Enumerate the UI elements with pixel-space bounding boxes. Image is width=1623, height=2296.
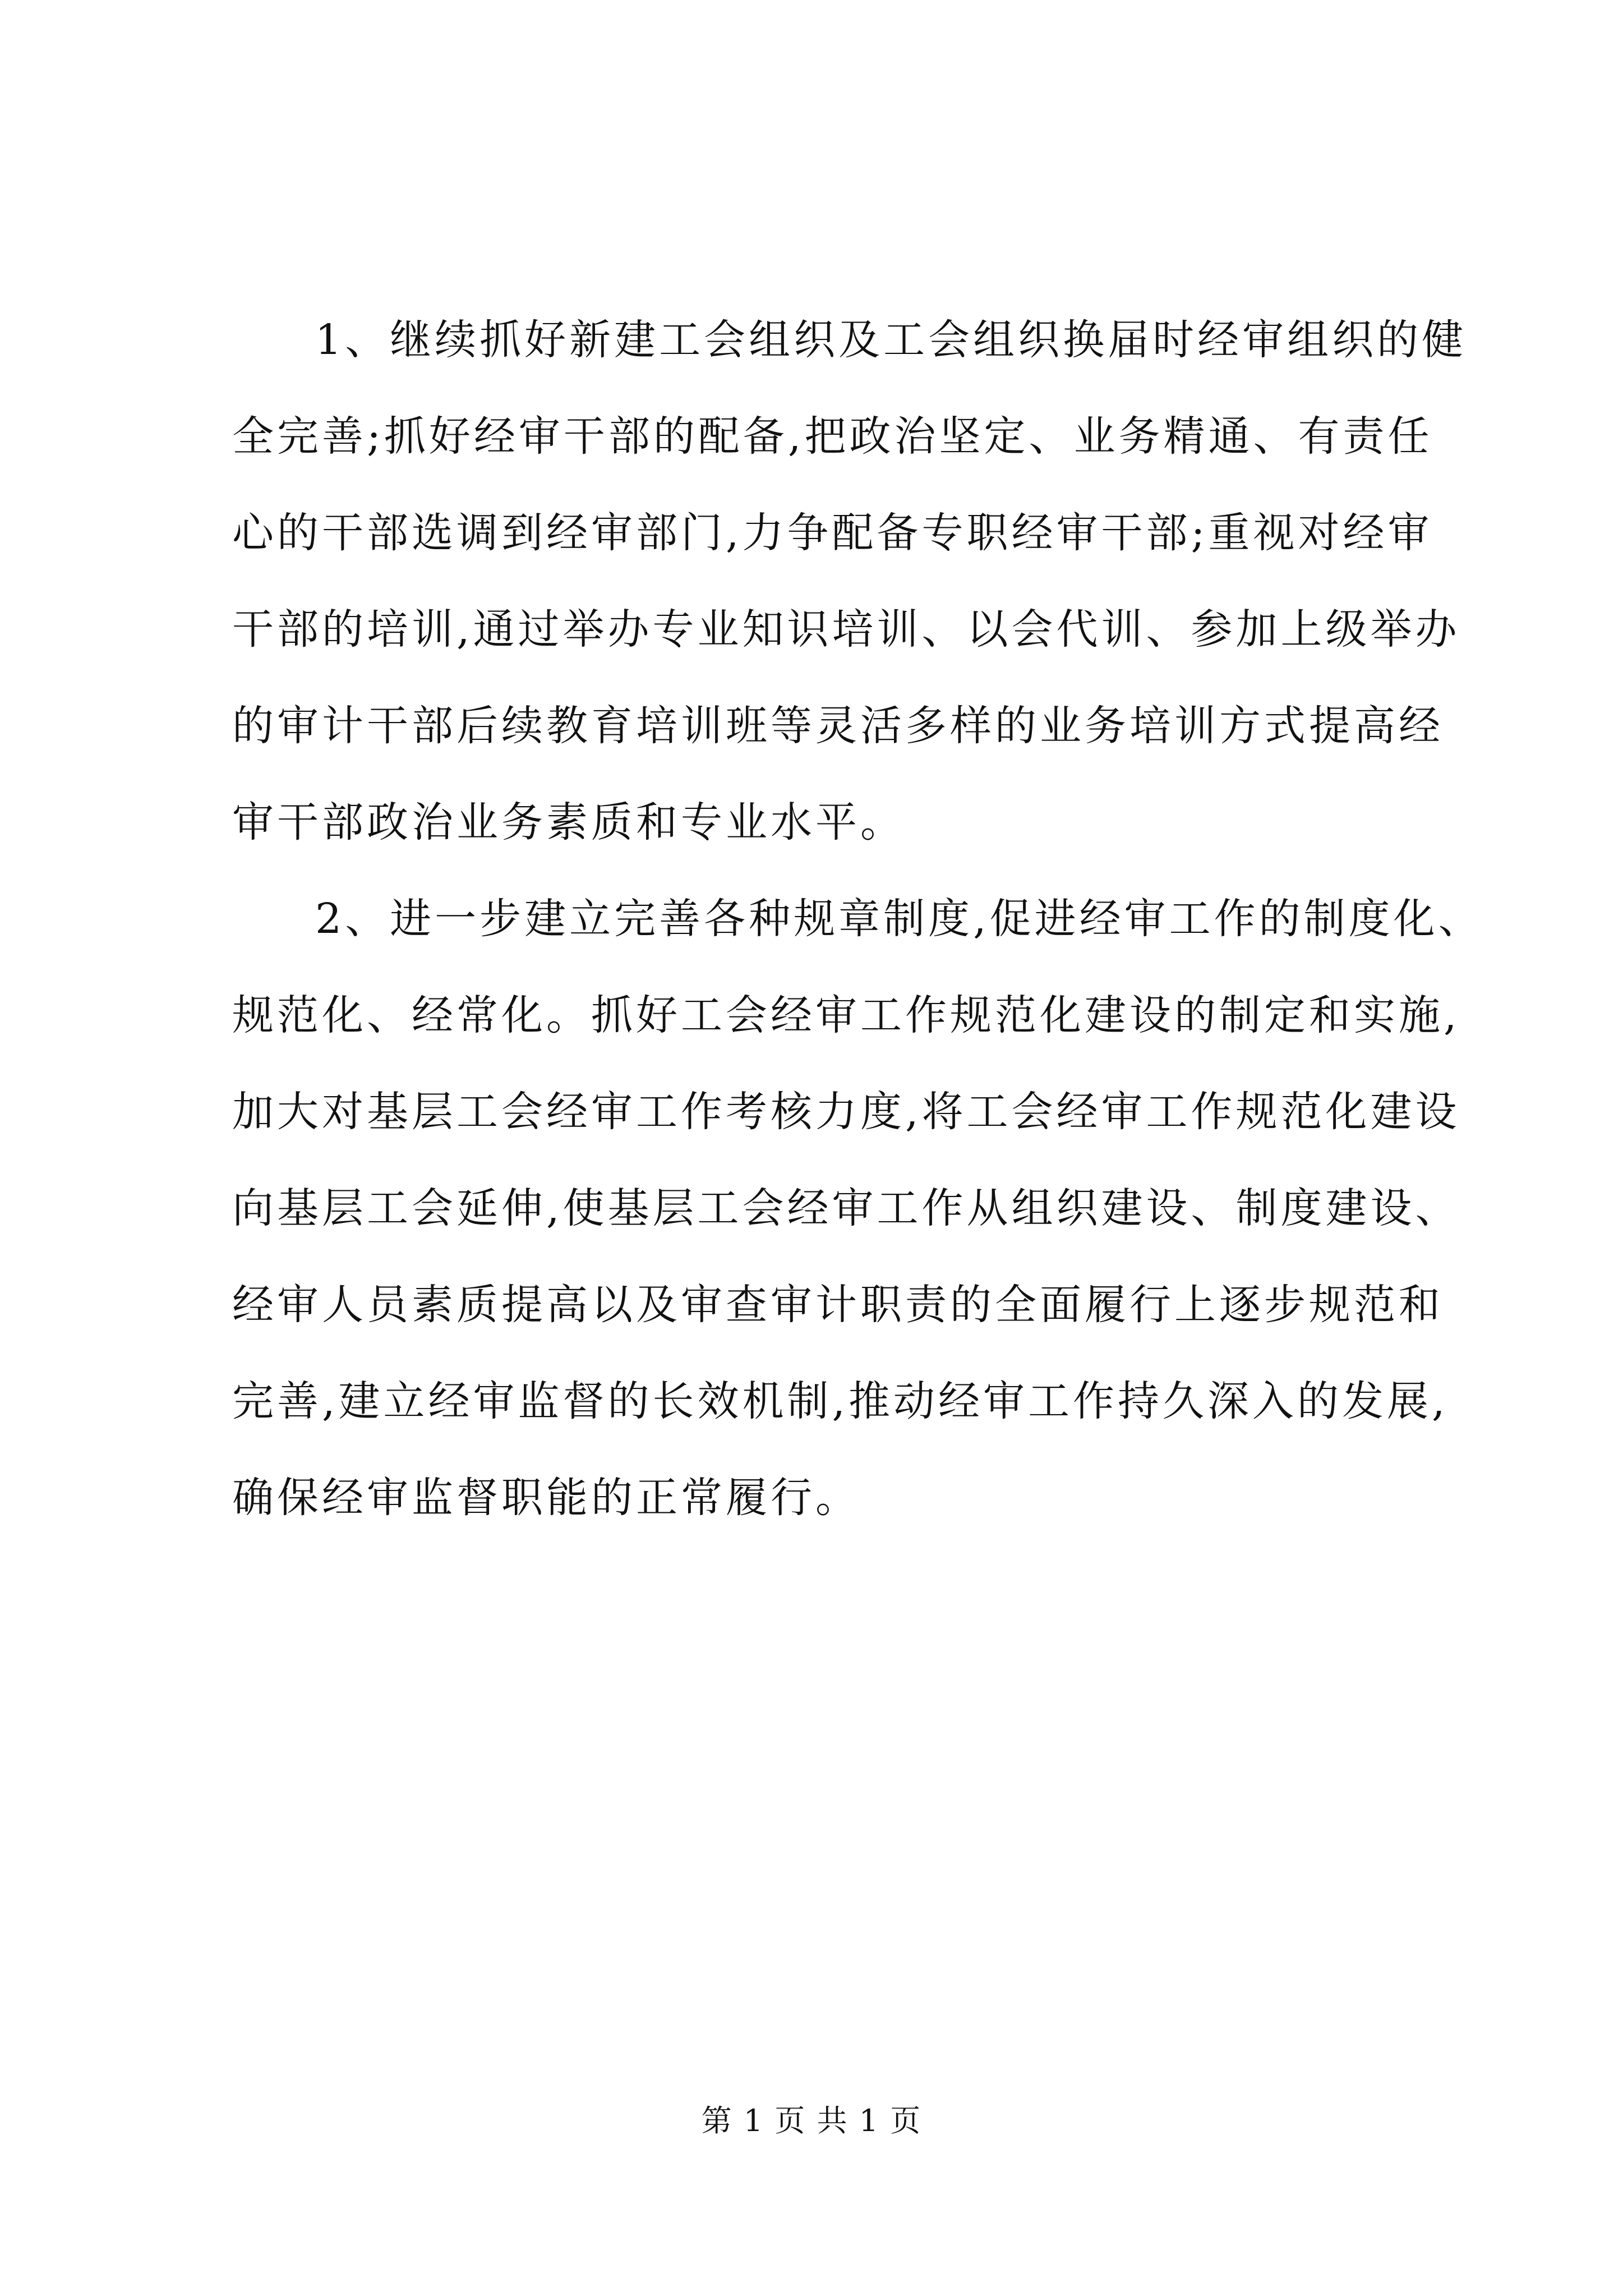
text-line: 1、继续抓好新建工会组织及工会组织换届时经审组织的健 <box>315 316 1467 364</box>
text-line: 向基层工会延伸,使基层工会经审工作从组织建设、制度建设、 <box>232 1184 1460 1232</box>
document-body <box>232 292 1483 1546</box>
text-line: 全完善;抓好经审干部的配备,把政治坚定、业务精通、有责任 <box>232 412 1433 461</box>
paragraph-2 <box>232 871 1483 1546</box>
text-line: 确保经审监督职能的正常履行。 <box>232 1474 860 1522</box>
text-line: 规范化、经常化。抓好工会经审工作规范化建设的制定和实施, <box>232 991 1460 1039</box>
text-line: 2、进一步建立完善各种规章制度,促进经审工作的制度化、 <box>315 895 1483 943</box>
text-line: 干部的培训,通过举办专业知识培训、以会代训、参加上级举办 <box>232 605 1460 654</box>
paragraph-1 <box>232 292 1467 871</box>
page-footer <box>0 2101 1623 2141</box>
text-line: 经审人员素质提高以及审查审计职责的全面履行上逐步规范和 <box>232 1281 1444 1329</box>
text-line: 心的干部选调到经审部门,力争配备专职经审干部;重视对经审 <box>232 509 1433 557</box>
text-line: 的审计干部后续教育培训班等灵活多样的业务培训方式提高经 <box>232 702 1444 750</box>
text-line: 加大对基层工会经审工作考核力度,将工会经审工作规范化建设 <box>232 1088 1460 1136</box>
text-line: 审干部政治业务素质和专业水平。 <box>232 798 905 846</box>
page-number-text: 第 1 页 共 1 页 <box>701 2103 922 2138</box>
text-line: 完善,建立经审监督的长效机制,推动经审工作持久深入的发展, <box>232 1377 1449 1425</box>
